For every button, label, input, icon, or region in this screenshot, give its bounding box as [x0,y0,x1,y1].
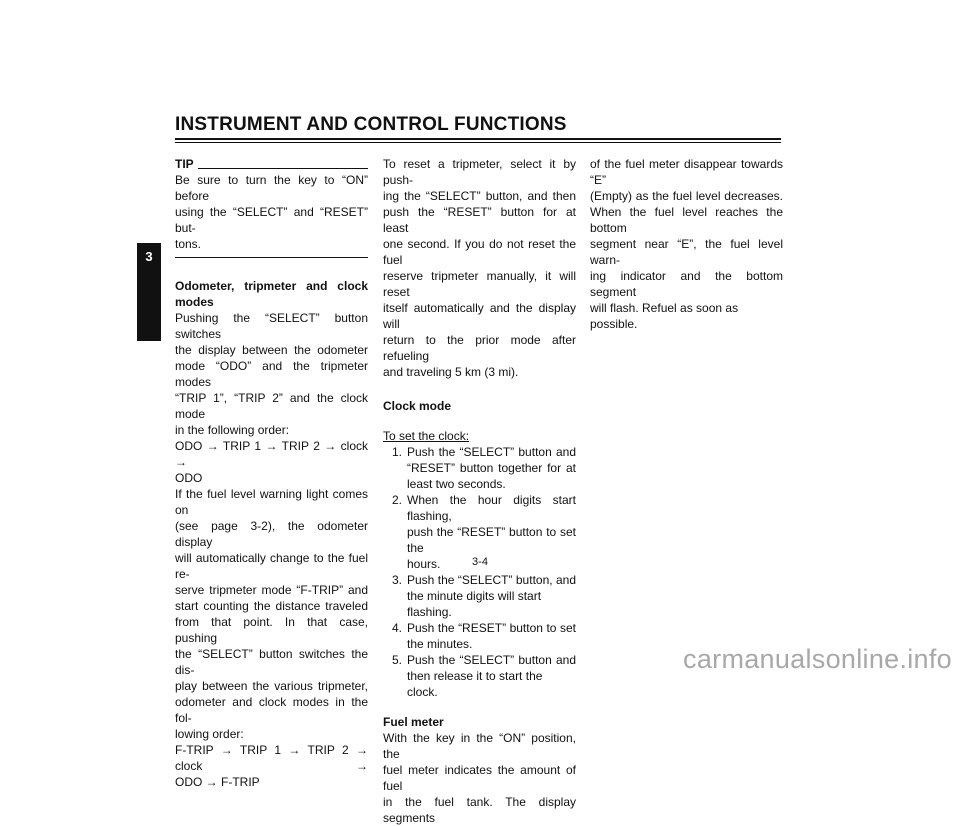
column-3 [590,156,783,332]
body-line: return to the prior mode after refueling [383,333,576,363]
clock-steps [383,444,576,700]
step-line: Push the “SELECT” button and [407,653,576,667]
body-line: lowing order: [175,727,244,741]
step-line: When the hour digits start flashing, [407,493,576,523]
body-line: in the following order: [175,423,290,437]
body-line: itself automatically and the display will [383,301,576,331]
step-number: 1. [391,445,402,459]
section-heading-clock: Clock mode [383,399,452,413]
body-line: ing the “SELECT” button, and then [383,189,576,203]
step-line: hours. [407,557,441,571]
header-rule-thin [175,142,781,143]
page-number: 3-4 [472,556,488,568]
tip-label: TIP [175,157,194,171]
body-line: will automatically change to the fuel re- [175,551,368,581]
step-number: 2. [391,493,402,507]
step-line: then release it to start the clock. [407,669,543,699]
step-line: Push the “SELECT” button, and [407,573,576,587]
body-line: in the fuel tank. The display segments [383,795,576,825]
step-number: 4. [391,621,402,635]
list-item [383,652,576,700]
list-item [383,572,576,620]
body-line: fuel meter indicates the amount of fuel [383,763,576,793]
section-heading-odometer: Odometer, tripmeter and clock [175,279,368,293]
chapter-number: 3 [145,249,153,264]
page-title: INSTRUMENT AND CONTROL FUNCTIONS [175,114,567,135]
step-line: “RESET” button together for at [407,461,576,475]
body-line: start counting the distance traveled [175,599,368,613]
body-line: the display between the odometer [175,343,368,357]
body-line: When the fuel level reaches the bottom [590,205,783,235]
watermark: carmanualsonline.info [683,644,952,674]
step-line: the minutes. [407,637,473,651]
step-line: Push the “RESET” button to set [407,621,576,635]
body-line: With the key in the “ON” position, the [383,731,576,761]
body-line: (Empty) as the fuel level decreases. [590,189,783,203]
list-item [383,620,576,652]
tip-line: tons. [175,237,202,251]
chapter-tab [137,243,161,341]
body-line: push the “RESET” button for at least [383,205,576,235]
body-line: one second. If you do not reset the fuel [383,237,576,267]
mode-order-line: ODO → F-TRIP [175,775,260,789]
tip-line: Be sure to turn the key to “ON” before [175,173,368,203]
tip-line: using the “SELECT” and “RESET” but- [175,205,368,235]
list-item [383,444,576,492]
step-line: least two seconds. [407,477,506,491]
body-line: serve tripmeter mode “F-TRIP” and [175,583,368,597]
subheading-set-clock: To set the clock: [383,429,470,443]
body-line: To reset a tripmeter, select it by push- [383,157,576,187]
column-1 [175,156,368,790]
step-line: Push the “SELECT” button and [407,445,576,459]
body-line: If the fuel level warning light comes on [175,487,368,517]
body-line: the “SELECT” button switches the dis- [175,647,368,677]
section-heading-fuel-meter: Fuel meter [383,715,444,729]
mode-order-line: ODO → TRIP 1 → TRIP 2 → clock → [175,439,368,469]
body-line: ing indicator and the bottom segment [590,269,783,299]
body-line: mode “ODO” and the tripmeter modes [175,359,368,389]
section-heading-odometer-cont: modes [175,295,214,309]
header-rule [175,138,781,140]
body-line: and traveling 5 km (3 mi). [383,365,519,379]
body-line: will flash. Refuel as soon as possible. [590,301,739,331]
body-line: Pushing the “SELECT” button switches [175,311,368,341]
body-line: reserve tripmeter manually, it will reset [383,269,576,299]
mode-order-line: F-TRIP → TRIP 1 → TRIP 2 → clock → [175,743,368,773]
step-line: the minute digits will start flashing. [407,589,542,619]
body-line: segment near “E”, the fuel level warn- [590,237,783,267]
body-line: of the fuel meter disappear towards “E” [590,157,783,187]
step-number: 3. [391,573,402,587]
tip-header [175,156,368,172]
column-2 [383,156,576,826]
body-line: odometer and clock modes in the fol- [175,695,368,725]
body-line: from that point. In that case, pushing [175,615,368,645]
body-line: (see page 3-2), the odometer display [175,519,368,549]
mode-order-line: ODO [175,471,203,485]
step-line: push the “RESET” button to set the [407,525,576,555]
tip-rule [198,168,368,169]
body-line: play between the various tripmeter, [175,679,368,693]
step-number: 5. [391,653,402,667]
body-line: “TRIP 1”, “TRIP 2” and the clock mode [175,391,368,421]
